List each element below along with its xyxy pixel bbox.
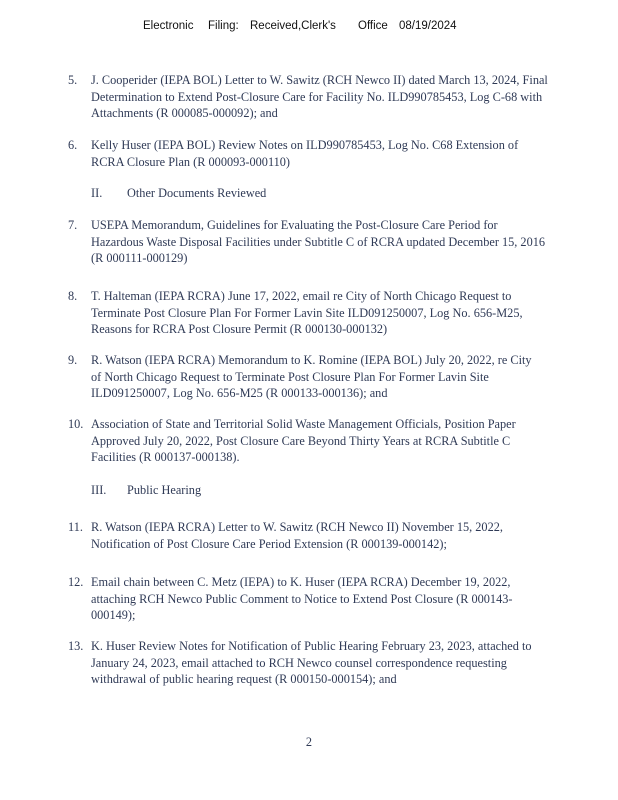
item-text [91, 137, 601, 170]
header-electronic: Electronic [143, 20, 194, 32]
item-line: K. Huser Review Notes for Notification of Public Hearing February 23, 2023, attached to [91, 639, 532, 653]
item-number: 10. [68, 417, 84, 431]
item-number: 6. [68, 138, 78, 152]
item-line: R. Watson (IEPA RCRA) Letter to W. Sawitz (RCH Newco II) November 15, 2022, [91, 520, 503, 534]
header-date: 08/19/2024 [399, 20, 457, 32]
item-number: 9. [68, 353, 78, 367]
item-number: 13. [68, 639, 84, 653]
item-line: Determination to Extend Post-Closure Care for Facility No. ILD990785453, Log C-68 with [91, 89, 543, 104]
filing-stamp-header [0, 20, 618, 36]
item-line: ILD091250007, Log No. 656-M25 (R 000133-000136); and [91, 386, 388, 400]
section-title: Public Hearing [127, 483, 202, 497]
item-line: J. Cooperider (IEPA BOL) Letter to W. Sawitz (RCH Newco II) dated March 13, 2024, Final [91, 73, 548, 87]
item-text [91, 352, 601, 402]
item-line: 000149); [91, 608, 136, 622]
item-line: withdrawal of public hearing request (R 000150-000154); and [91, 672, 397, 686]
item-line: Notification of Post Closure Care Period Extension (R 000139-000142); [91, 536, 447, 551]
item-line: attaching RCH Newco Public Comment to Notice to Extend Post Closure (R 000143- [91, 591, 513, 606]
item-text [91, 574, 601, 624]
item-number: 7. [68, 218, 78, 232]
item-line: Attachments (R 000085-000092); and [91, 106, 278, 120]
item-number: 5. [68, 73, 78, 87]
item-line: January 24, 2023, email attached to RCH Newco counsel correspondence requesting [91, 655, 507, 670]
item-line: (R 000111-000129) [91, 251, 188, 265]
item-number: 11. [68, 520, 83, 534]
item-line: of North Chicago Request to Terminate Post Closure Plan For Former Lavin Site [91, 369, 489, 384]
item-line: Reasons for RCRA Post Closure Permit (R 000130-000132) [91, 322, 388, 336]
header-filing: Filing: [208, 20, 239, 32]
item-line: Hazardous Waste Disposal Facilities under Subtitle C of RCRA updated December 15, 2016 [91, 234, 546, 249]
section-title: Other Documents Reviewed [127, 186, 267, 200]
item-line: Email chain between C. Metz (IEPA) to K. Huser (IEPA RCRA) December 19, 2022, [91, 575, 511, 589]
item-line: RCRA Closure Plan (R 000093-000110) [91, 154, 291, 169]
item-number: 8. [68, 289, 78, 303]
item-text [91, 638, 601, 688]
item-text [91, 519, 601, 552]
item-text [91, 288, 601, 338]
item-line: USEPA Memorandum, Guidelines for Evaluating the Post-Closure Care Period for [91, 218, 498, 232]
item-text [91, 217, 601, 267]
item-line: Kelly Huser (IEPA BOL) Review Notes on ILD990785453, Log No. C68 Extension of [91, 138, 519, 152]
section-numeral: III. [91, 483, 107, 497]
header-office: Office [358, 20, 388, 32]
section-numeral: II. [91, 186, 103, 200]
item-line: Terminate Post Closure Plan For Former Lavin Site ILD091250007, Log No. 656-M25, [91, 305, 523, 320]
item-line: R. Watson (IEPA RCRA) Memorandum to K. Romine (IEPA BOL) July 20, 2022, re City [91, 353, 532, 367]
header-received: Received,Clerk's [250, 20, 336, 32]
item-line: T. Halteman (IEPA RCRA) June 17, 2022, email re City of North Chicago Request to [91, 289, 512, 303]
item-line: Association of State and Territorial Solid Waste Management Officials, Position Paper [91, 417, 516, 431]
item-number: 12. [68, 575, 84, 589]
page-number: 2 [305, 735, 313, 749]
item-text [91, 72, 601, 122]
item-line: Facilities (R 000137-000138). [91, 450, 240, 464]
item-text [91, 416, 601, 466]
item-line: Approved July 20, 2022, Post Closure Care Beyond Thirty Years at RCRA Subtitle C [91, 433, 511, 448]
